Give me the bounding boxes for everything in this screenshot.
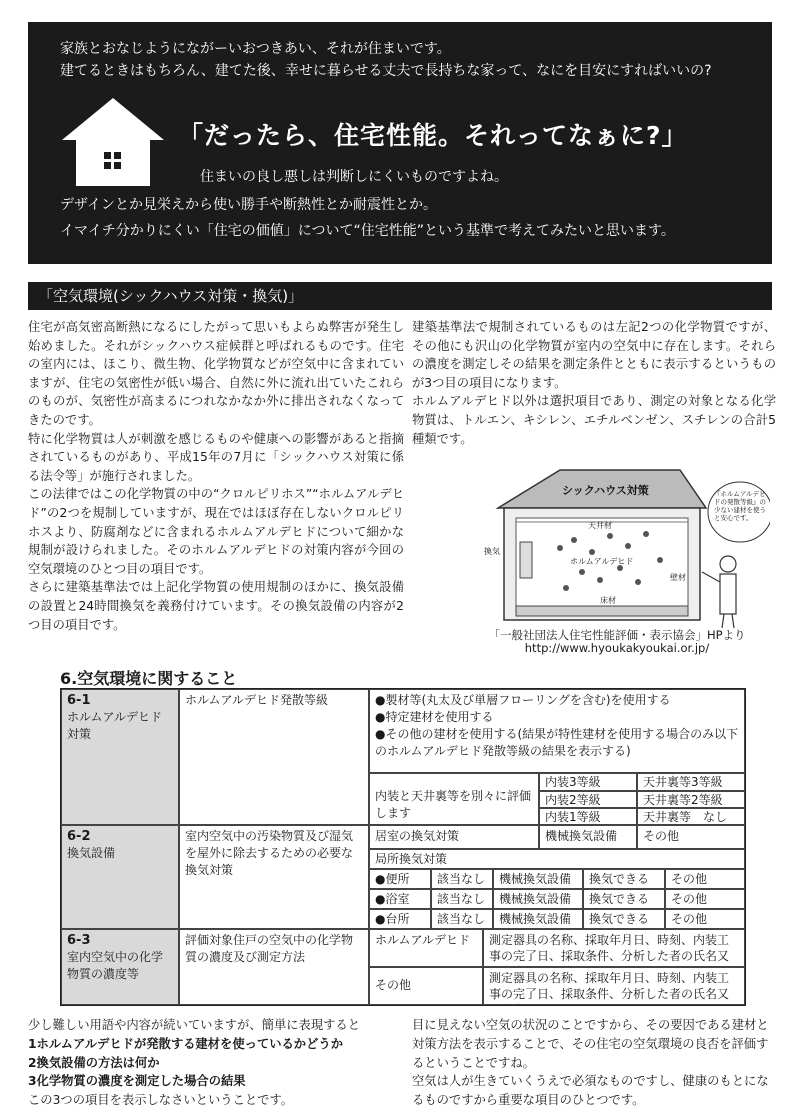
banner-headline: 「だったら、住宅性能。それってなぁに?」 bbox=[178, 121, 688, 150]
bath-mechanical: 機械換気設備 bbox=[493, 889, 583, 909]
right-column bbox=[412, 318, 776, 448]
group-6-2 bbox=[61, 825, 179, 929]
g3-formaldehyde-label: ホルムアルデヒド bbox=[369, 929, 483, 967]
banner-line-2: 建てるときはもちろん、建てた後、幸せに暮らせる丈夫で長持ちな家って、なにを目安にすればいいの? bbox=[60, 63, 712, 79]
local-ventilation-label: 局所換気対策 bbox=[369, 849, 745, 869]
left-paragraph-1: 住宅が高気密高断熱になるにしたがって思いもよらぬ弊害が発生し始めました。それがシックハウス症候群と呼ばれるものです。住宅の室内には、ほこり、微生物、化学物質などが空気中に含まれていますが、住宅の気密性が低い場合、自然に外に流れ出ていたこれらのものが、気密性が高まるにつれなかなか外に排出されなくなってきたのです。 bbox=[28, 320, 404, 427]
banner-line-1: 家族とおなじようにながーいおつきあい、それが住まいです。 bbox=[60, 41, 451, 57]
room-bath: ●浴室 bbox=[369, 889, 431, 909]
banner-line-3: 住まいの良し悪しは判断しにくいものですよね。 bbox=[200, 169, 508, 185]
g1-options bbox=[369, 689, 745, 773]
conclusion-paragraph-2: 空気は人が生きていくうえで必須なものですし、健康のもとになるものですから重要な項目のひとつです。 bbox=[412, 1074, 769, 1108]
label-wall: 壁材 bbox=[670, 573, 686, 582]
toilet-other: その他 bbox=[665, 869, 745, 889]
toilet-none: 該当なし bbox=[431, 869, 493, 889]
toilet-window: 換気できる bbox=[583, 869, 665, 889]
toilet-mechanical: 機械換気設備 bbox=[493, 869, 583, 889]
g1-sub-label: 内装と天井裏等を別々に評価します bbox=[369, 773, 539, 825]
label-ceiling: 天井材 bbox=[588, 521, 612, 530]
g1-option-1: ●製材等(丸太及び単層フローリングを含む)を使用する bbox=[375, 693, 671, 707]
naisou-grade-1: 内装1等級 bbox=[539, 808, 637, 825]
bath-none: 該当なし bbox=[431, 889, 493, 909]
tenjou-grade-3: 天井裏等3等級 bbox=[637, 773, 745, 791]
g1-option-2: ●特定建材を使用する bbox=[375, 710, 494, 724]
naisou-grade-3: 内装3等級 bbox=[539, 773, 637, 791]
intro-banner bbox=[28, 22, 772, 264]
ventilation-other: その他 bbox=[637, 825, 745, 849]
label-floor: 床材 bbox=[600, 596, 616, 605]
bottom-left-column bbox=[28, 1016, 404, 1110]
group-6-1-id: 6-1 bbox=[67, 693, 91, 708]
summary-point-3: 3化学物質の濃度を測定した場合の結果 bbox=[28, 1074, 246, 1089]
conclusion-paragraph-1: 目に見えない空気の状況のことですから、その要因である建材と対策方法を表示することで、その住宅の空気環境の良否を評価するということですね。 bbox=[412, 1018, 769, 1070]
banner-line-4: デザインとか見栄えから使い勝手や断熱性とか耐震性とか。 bbox=[60, 197, 438, 213]
kitchen-window: 換気できる bbox=[583, 909, 665, 929]
tenjou-grade-none: 天井裏等 なし bbox=[637, 808, 745, 825]
mechanical-ventilation: 機械換気設備 bbox=[539, 825, 637, 849]
g1-option-3: ●その他の建材を使用する(結果が特性建材を使用する場合のみ以下のホルムアルデヒド発散等級の結果を表示する) bbox=[375, 727, 739, 758]
bottom-right-column bbox=[412, 1016, 776, 1110]
summary-intro: 少し難しい用語や内容が続いていますが、簡単に表現すると bbox=[28, 1018, 361, 1032]
kitchen-mechanical: 機械換気設備 bbox=[493, 909, 583, 929]
illustration-caption: 「一般社団法人住宅性能評価・表示協会」HPより bbox=[488, 628, 746, 642]
room-kitchen: ●台所 bbox=[369, 909, 431, 929]
person-icon bbox=[720, 556, 736, 572]
summary-point-2: 2換気設備の方法は何か bbox=[28, 1055, 160, 1070]
right-paragraph-1: 建築基準法で規制されているものは左記2つの化学物質ですが、その他にも沢山の化学物質が室内の空気中に存在します。それらの濃度を測定しその結果を測定条件とともに表示するというものが3つ目の項目になります。 bbox=[412, 320, 776, 390]
group-6-1-name: ホルムアルデヒド対策 bbox=[67, 710, 163, 741]
naisou-grade-2: 内装2等級 bbox=[539, 791, 637, 808]
banner-line-5: イマイチ分かりにくい「住宅の価値」について“住宅性能”という基準で考えてみたいと思います。 bbox=[60, 223, 675, 239]
kitchen-none: 該当なし bbox=[431, 909, 493, 929]
item-6-1: ホルムアルデヒド発散等級 bbox=[179, 689, 369, 825]
right-paragraph-2: ホルムアルデヒド以外は選択項目であり、測定の対象となる化学物質は、トルエン、キシレン、エチルベンゼン、スチレンの合計5種類です。 bbox=[412, 394, 776, 446]
group-6-3 bbox=[61, 929, 179, 1005]
label-vent: 換気 bbox=[484, 547, 500, 556]
room-toilet: ●便所 bbox=[369, 869, 431, 889]
item-6-2: 室内空気中の汚染物質及び湿気を屋外に除去するための必要な換気対策 bbox=[179, 825, 369, 929]
item-6-3: 評価対象住戸の空気中の化学物質の濃度及び測定方法 bbox=[179, 929, 369, 1005]
g3-formaldehyde-text: 測定器具の名称、採取年月日、時刻、内装工事の完了日、採取条件、分析した者の氏名又 bbox=[483, 929, 745, 967]
bath-other: その他 bbox=[665, 889, 745, 909]
speech-bubble-text: 『ホルムアルデヒドの発散等級』の少ない建材を使うと安心です。 bbox=[714, 490, 766, 522]
section-title: 「空気環境(シックハウス対策・換気)」 bbox=[38, 287, 304, 305]
summary-point-1: 1ホルムアルデヒドが発散する建材を使っているかどうか bbox=[28, 1036, 343, 1051]
air-environment-table bbox=[60, 688, 746, 1006]
label-formaldehyde: ホルムアルデヒド bbox=[570, 557, 634, 566]
kitchen-other: その他 bbox=[665, 909, 745, 929]
section-title-bar bbox=[28, 282, 772, 310]
g3-other-label: その他 bbox=[369, 967, 483, 1005]
left-paragraph-4: さらに建築基準法では上記化学物質の使用規制のほかに、換気設備の設置と24時間換気を義務付けています。その換気設備の内容が2つ目の項目です。 bbox=[28, 580, 404, 632]
left-paragraph-2: 特に化学物質は人が刺激を感じるものや健康への影響があると指摘されているものがあり、平成15年の7月に「シックハウス対策に係る法令等」が施行されました。 bbox=[28, 431, 404, 483]
group-6-2-name: 換気設備 bbox=[67, 846, 116, 860]
section-6-title: 6.空気環境に関すること bbox=[60, 669, 238, 688]
roof-label: シックハウス対策 bbox=[562, 484, 649, 497]
group-6-3-name: 室内空気中の化学物質の濃度等 bbox=[67, 950, 164, 981]
living-room-ventilation: 居室の換気対策 bbox=[369, 825, 539, 849]
group-6-3-id: 6-3 bbox=[67, 933, 91, 948]
group-6-1 bbox=[61, 689, 179, 825]
illustration-url: http://www.hyoukakyoukai.or.jp/ bbox=[524, 641, 710, 655]
sick-house-illustration bbox=[470, 460, 770, 630]
summary-outro: この3つの項目を表示しなさいということです。 bbox=[28, 1093, 294, 1108]
g3-other-text: 測定器具の名称、採取年月日、時刻、内装工事の完了日、採取条件、分析した者の氏名又 bbox=[483, 967, 745, 1005]
tenjou-grade-2: 天井裏等2等級 bbox=[637, 791, 745, 808]
left-column bbox=[28, 318, 404, 634]
bath-window: 換気できる bbox=[583, 889, 665, 909]
house-icon bbox=[58, 96, 168, 188]
group-6-2-id: 6-2 bbox=[67, 829, 91, 844]
left-paragraph-3: この法律ではこの化学物質の中の“クロルピリホス”“ホルムアルデヒド”の2つを規制していますが、現在ではほぼ存在しないクロルピリホスより、防腐剤などに含まれるホルムアルデヒドについて細かな規制が設けられました。そのホルムアルデヒドの対策内容が今回の空気環境のひとつ目の項目です。 bbox=[28, 487, 404, 576]
window-icon bbox=[520, 542, 532, 578]
